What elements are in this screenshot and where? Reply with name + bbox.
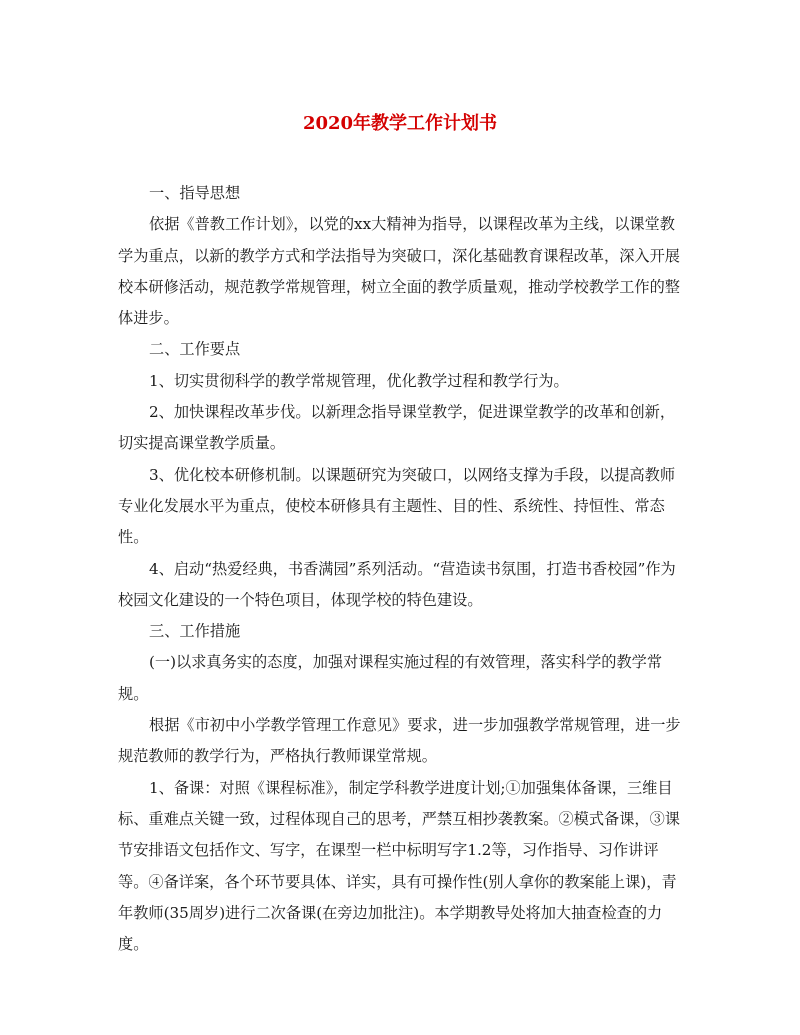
section-heading-measures: 三、工作措施 (149, 622, 241, 641)
work-point-4: 4、启动“热爱经典，书香满园”系列活动。“营造读书氛围，打造书香校园”作为校园文化建设的一个特色项目，体现学校的特色建设。 (118, 559, 676, 609)
paragraph-routine-management: 根据《市初中小学教学管理工作意见》要求，进一步加强教学常规管理，进一步规范教师的教学行为，严格执行教师课堂常规。 (118, 716, 681, 766)
work-point-3: 3、优化校本研修机制。以课题研究为突破口，以网络支撑为手段，以提高教师专业化发展水平为重点，使校本研修具有主题性、目的性、系统性、持恒性、常态性。 (118, 465, 676, 547)
paragraph-guiding-thought: 依据《普教工作计划》，以党的xx大精神为指导，以课程改革为主线，以课堂教学为重点，以新的教学方式和学法指导为突破口，深化基础教育课程改革，深入开展校本研修活动，规范教学常规管理，树立全面的教学质量观，推动学校教学工作的整体进步。 (118, 215, 680, 328)
document-body (118, 178, 684, 960)
section-heading-guiding-thought: 一、指导思想 (149, 184, 241, 202)
work-point-1: 1、切实贯彻科学的教学常规管理，优化教学过程和教学行为。 (149, 371, 569, 390)
document-title: 2020年教学工作计划书 (302, 113, 498, 134)
section-heading-work-points: 二、工作要点 (149, 340, 241, 359)
paragraph-lesson-preparation: 1、备课：对照《课程标准》，制定学科教学进度计划;①加强集体备课，三维目标、重难点关键一致，过程体现自己的思考，严禁互相抄袭教案。②模式备课，③课节安排语文包括作文、写字，在课型一栏中标明写字1.2等，习作指导、习作讲评等。④备详案，各个环节要具体、详实，具有可操作性(别人拿你的教案能上课)，青年教师(35周岁)进行二次备课(在旁边加批注)。本学期教导处将加大抽查检查的力度。 (118, 778, 680, 954)
measure-subheading-1: (一)以求真务实的态度，加强对课程实施过程的有效管理，落实科学的教学常规。 (118, 653, 663, 703)
work-point-2: 2、加快课程改革步伐。以新理念指导课堂教学，促进课堂教学的改革和创新，切实提高课堂教学质量。 (118, 403, 676, 453)
